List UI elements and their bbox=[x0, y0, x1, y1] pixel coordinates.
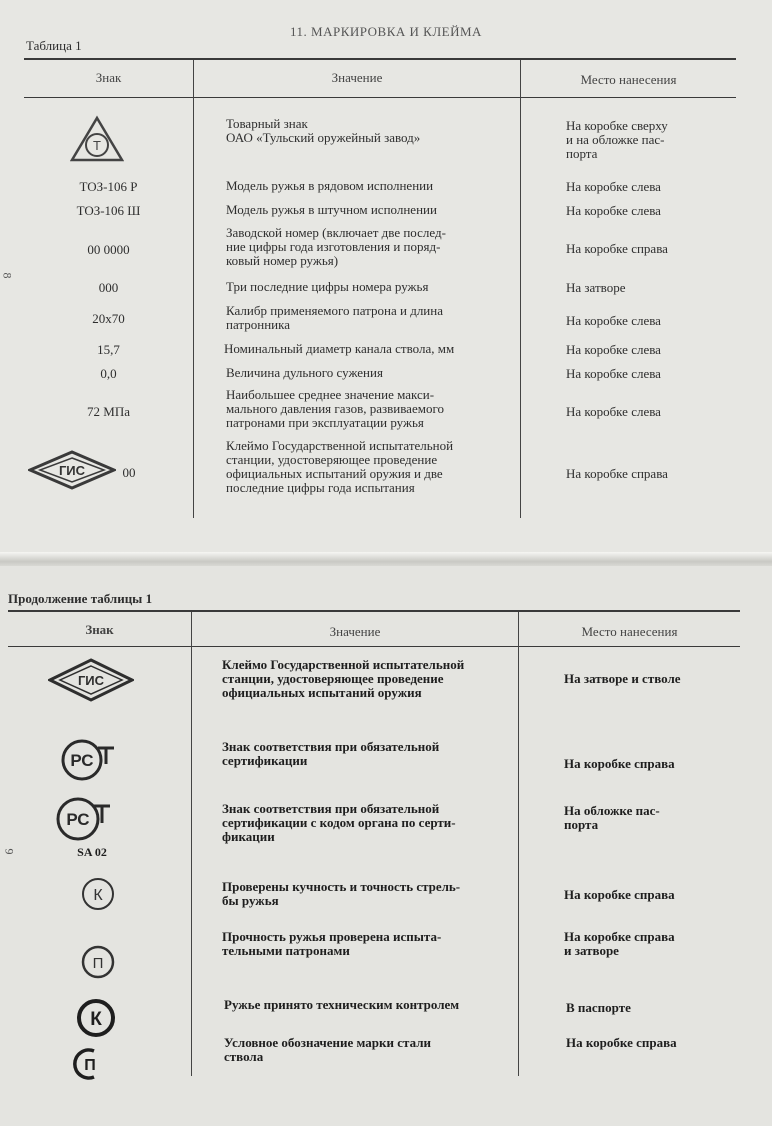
svg-text:РС: РС bbox=[70, 751, 94, 770]
row-meaning: Знак соответствия при обязательной сертификации с кодом органа по серти- фикации bbox=[222, 801, 456, 844]
row-place: На коробке справа bbox=[566, 241, 668, 256]
table-top-rule bbox=[24, 58, 736, 60]
row-place: На коробке справа bbox=[564, 887, 675, 902]
row-place: На коробке слева bbox=[566, 366, 661, 381]
column-divider bbox=[518, 612, 519, 1076]
row-sign: ТОЗ-106 Ш bbox=[76, 203, 141, 218]
trademark-triangle-icon bbox=[70, 115, 124, 163]
row-meaning: Клеймо Государственной испытательной станции, удостоверяющее проведение официальных испытаний оружия и две последние цифры года испытания bbox=[226, 438, 454, 495]
table-label: Продолжение таблицы 1 bbox=[8, 591, 153, 606]
page-top bbox=[0, 0, 772, 556]
gis-diamond-icon bbox=[28, 450, 116, 490]
header-meaning: Значение bbox=[329, 624, 381, 639]
row-meaning: Ружье принято техническим контролем bbox=[224, 997, 460, 1012]
row-place: На коробке сверху и на обложке пас- порта bbox=[566, 118, 668, 161]
row-meaning: Клеймо Государственной испытательной станции, удостоверяющее проведение официальных испытаний оружия bbox=[222, 657, 465, 700]
k-circle-icon bbox=[80, 876, 116, 912]
row-sign: 15,7 bbox=[97, 342, 120, 357]
row-place: В паспорте bbox=[566, 1000, 631, 1015]
header-sign: Знак bbox=[95, 70, 122, 85]
svg-text:К: К bbox=[90, 1009, 102, 1030]
row-meaning: Прочность ружья проверена испыта- тельными патронами bbox=[222, 929, 442, 958]
row-sign: 0,0 bbox=[100, 366, 117, 381]
row-place: На коробке справа и затворе bbox=[564, 929, 675, 958]
svg-text:ГИС: ГИС bbox=[77, 673, 105, 688]
row-place: На коробке справа bbox=[566, 466, 668, 481]
rst-certification-code-icon bbox=[56, 796, 112, 842]
row-place: На коробке слева bbox=[566, 179, 661, 194]
p-circle-icon bbox=[80, 944, 116, 980]
row-place: На коробке справа bbox=[566, 1035, 677, 1050]
header-rule bbox=[24, 97, 736, 98]
table-top-rule bbox=[8, 610, 740, 612]
header-place: Место нанесения bbox=[580, 72, 677, 87]
column-divider bbox=[193, 60, 194, 518]
row-meaning: Калибр применяемого патрона и длина патронника bbox=[226, 303, 443, 332]
row-place: На затворе bbox=[566, 280, 626, 295]
svg-text:П: П bbox=[92, 955, 104, 972]
row-place: На коробке справа bbox=[564, 756, 675, 771]
row-meaning: Наибольшее среднее значение макси- мального давления газов, развиваемого патронами при эксплуатации ружья bbox=[226, 387, 444, 430]
row-meaning: Условное обозначение марки стали ствола bbox=[224, 1035, 431, 1064]
svg-text:Т: Т bbox=[93, 138, 101, 153]
row-sign: 00 bbox=[122, 465, 136, 480]
column-divider bbox=[191, 612, 192, 1076]
svg-text:П: П bbox=[84, 1057, 96, 1074]
row-sign: 000 bbox=[98, 280, 119, 295]
svg-text:РС: РС bbox=[66, 810, 90, 829]
header-rule bbox=[8, 646, 740, 647]
otk-k-icon bbox=[76, 998, 116, 1038]
row-meaning: Заводской номер (включает две послед- ние цифры года изготовления и поряд- ковый номер ружья) bbox=[226, 225, 446, 268]
header-meaning: Значение bbox=[331, 70, 383, 85]
rst-certification-icon bbox=[60, 738, 116, 782]
page-bottom bbox=[0, 566, 772, 1126]
row-sign: 00 0000 bbox=[87, 242, 130, 257]
row-place: На коробке слева bbox=[566, 313, 661, 328]
header-place: Место нанесения bbox=[581, 624, 678, 639]
row-place: На коробке слева bbox=[566, 203, 661, 218]
row-meaning: Модель ружья в рядовом исполнении bbox=[226, 178, 434, 193]
table-label: Таблица 1 bbox=[26, 38, 82, 53]
row-meaning: Величина дульного сужения bbox=[226, 365, 383, 380]
row-sign: ТОЗ-106 Р bbox=[79, 179, 138, 194]
row-meaning: Проверены кучность и точность стрель- бы ружья bbox=[222, 879, 461, 908]
svg-text:ГИС: ГИС bbox=[58, 463, 86, 478]
steel-grade-p-icon bbox=[66, 1046, 108, 1082]
page-number: 9 bbox=[2, 848, 17, 855]
row-meaning: Товарный знак ОАО «Тульский оружейный завод» bbox=[226, 116, 421, 145]
svg-text:К: К bbox=[93, 887, 103, 904]
row-sign: SA 02 bbox=[77, 845, 107, 859]
row-meaning: Знак соответствия при обязательной сертификации bbox=[222, 739, 440, 768]
row-place: На коробке слева bbox=[566, 404, 661, 419]
row-meaning: Номинальный диаметр канала ствола, мм bbox=[224, 341, 455, 356]
column-divider bbox=[520, 60, 521, 518]
row-place: На обложке пас- порта bbox=[564, 803, 660, 832]
row-sign: 72 МПа bbox=[87, 404, 130, 419]
header-sign: Знак bbox=[85, 622, 114, 637]
page-number: 8 bbox=[0, 272, 15, 279]
gis-diamond-icon bbox=[48, 658, 134, 702]
row-place: На затворе и стволе bbox=[564, 671, 681, 686]
row-meaning: Модель ружья в штучном исполнении bbox=[226, 202, 437, 217]
row-place: На коробке слева bbox=[566, 342, 661, 357]
section-title: 11. МАРКИРОВКА И КЛЕЙМА bbox=[290, 24, 482, 39]
row-sign: 20х70 bbox=[92, 311, 125, 326]
row-meaning: Три последние цифры номера ружья bbox=[226, 279, 429, 294]
